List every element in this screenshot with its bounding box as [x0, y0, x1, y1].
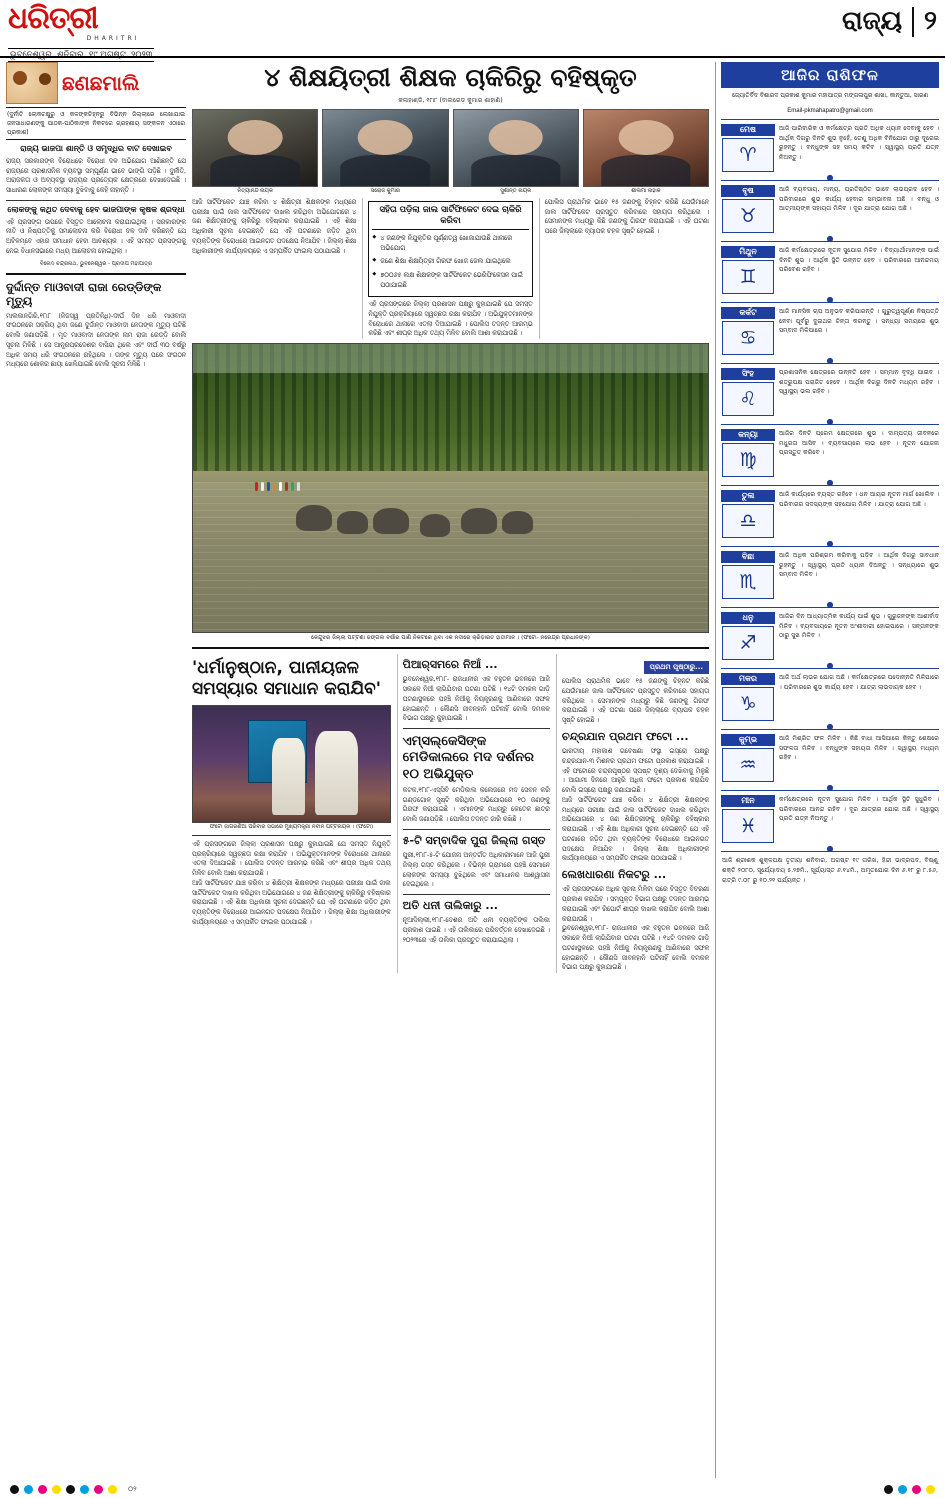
divider — [6, 273, 186, 275]
rashifal-item — [721, 363, 939, 420]
rashifal-sign-name: ମିଥୁନ — [721, 246, 775, 258]
highlight-box-title: ସହିତା ପଡ଼ିଲା ଜାଲ ସାର୍ଟିଫିକେଟ ଦେଇ ଚାକିରି କରିବା — [372, 205, 528, 230]
mugshot-caption: ସୁଶାନ୍ତ ନାୟକ — [500, 187, 532, 194]
bottom2-text: କଟକ,୧୮ା୮-ଏସ୍‌ସିବି ମେଡିକାଲ କଲେଜରେ ମଦ ସେବନ କରି ଗଣ୍ଡଗୋଳ ସୃଷ୍ଟି କରିଥିବା ଅଭିଯୋଗରେ ୧୦ ଜଣଙ୍କୁ ଗିରଫ କରାଯାଇଛି । ଏମାନଙ୍କ ମଧ୍ୟରୁ କେତେକ ଛାତ୍ର ବୋଲି ଜଣାପଡ଼ିଛି । ପୋଲିସ ତଦନ୍ତ ଜାରି ରଖିଛି । — [402, 786, 550, 824]
masthead — [0, 0, 945, 58]
mugshot-photo — [583, 109, 709, 187]
mid2-headline: ଲେଖଧାରଣା ନିକଟରୁ ... — [561, 868, 667, 882]
elephant-river-photo — [192, 343, 709, 633]
left-subhead-2: ଲୋକଙ୍କୁ କଥିତ ଦେବାକୁ ହେବ ଭାଜପାଙ୍କ କୃଷକ ଶ୍ରଦ୍ଧା — [7, 204, 185, 214]
divider — [403, 728, 550, 729]
mugshot-caption: ଶାଲମା ନାହାକ — [631, 187, 661, 194]
left-para-1: ରାଜ୍ୟ ସରକାରଙ୍କ ବିରୋଧରେ ବିରୋଧୀ ଦଳ ଅଭିଯୋଗ ଆଣିଛନ୍ତି ଯେ ରାଜ୍ୟରେ ପ୍ରଶାସନିକ ବ୍ୟବସ୍ଥା ସମ୍ପୂର୍ଣ୍ଣ ଭାବେ ଭାଙ୍ଗି ପଡ଼ିଛି । ଦୁର୍ନୀତି, ଅରାଜକତା ଓ ଅବ୍ୟବସ୍ଥା ରାଜ୍ୟର ପ୍ରତ୍ୟେକ କ୍ଷେତ୍ରରେ ଦେଖାଦେଇଛି । ସାଧାରଣ ଲୋକଙ୍କ ସମସ୍ୟା ବୁଝିବାକୁ କେହି ନାହାନ୍ତି । — [6, 157, 186, 195]
elephant — [373, 508, 409, 534]
zodiac-icon: ♑ — [722, 687, 774, 721]
jump-label: ପ୍ରଥମ ପୃଷ୍ଠାରୁ... — [644, 661, 709, 674]
rashifal-item — [721, 607, 939, 664]
center-col-1: ଆଜି ସାର୍ଟିଫିକେଟ ଯାଞ୍ଚ କରିବା ୪ ଶିକ୍ଷିତ୍ରୀ ଶିକ୍ଷକଙ୍କ ମଧ୍ୟରେ ପରୀକ୍ଷା ପାଇଁ ଜାଲ ସାର୍ଟିଫିକେଟ ଦାଖଲ କରିଥିବା ଅଭିଯୋଗରେ ୪ ଜଣ ଶିକ୍ଷିତ୍ରୀଙ୍କୁ ଚାକିରିରୁ ବହିଷ୍କାର କରାଯାଇଛି । ଏହି ଶିକ୍ଷା ଅଧିକାରୀ ସୂଚନା ଦେଇଛନ୍ତି ଯେ ଏହି ଘଟଣାରେ ଜଡ଼ିତ ଥିବା ବ୍ୟକ୍ତିଙ୍କ ବିରୋଧରେ ଆଇନଗତ ପଦକ୍ଷେପ ନିଆଯିବ । ଜିଲ୍ଲା ଶିକ୍ଷା ଅଧିକାରୀଙ୍କ କାର୍ଯ୍ୟାଳୟରେ ଏ ସମ୍ପର୍କିତ ଫାଇଲ ପଠାଯାଇଛି । — [192, 198, 357, 255]
zodiac-icon: ♒ — [722, 748, 774, 782]
dot-separator: ● — [826, 478, 834, 488]
center-col-3: ପୋଲିସ ପ୍ରାଥମିକ ଭାବେ ୧୫ ଜଣଙ୍କୁ ଚିହ୍ନଟ କରିଛି ଯେଉଁମାନେ ଜାଲ ସାର୍ଟିଫିକେଟ ପ୍ରସ୍ତୁତ କରିବାରେ ସହାୟତା କରିଥିଲେ । ସେମାନଙ୍କ ମଧ୍ୟରୁ କିଛି ଜଣଙ୍କୁ ଗିରଫ କରାଯାଇଛି । ଏହି ଘଟଣା ପରେ ଜିଲ୍ଲାରେ ବ୍ୟାପକ ଚହଳ ସୃଷ୍ଟି ହୋଇଛି । — [544, 198, 709, 235]
zodiac-icon: ♐ — [722, 626, 774, 660]
panchang-footer: ଆଜି ଶ୍ରୀଶକ ଶୁକ୍ଳପକ୍ଷ ତୃତୀୟା ଶନିବାର, ଅଗଷ୍ଟ ୧୯ ତାରିଖ, ହିନ୍ଦୀ ଭାଦ୍ରପଦ, ବିଷ୍ଣୁ ଶକ୍ତି ୨୦୮୦, ସୂର୍ଯ୍ୟୋଦୟ ୫.୨୭ମି., ସୂର୍ଯ୍ୟାସ୍ତ ୬.୧୪ମି., ଅମୃତଯୋଗ ଦିନ ୬.୧୮ ରୁ ୮.୫୬, ରାତ୍ରି ୯.୦୮ ରୁ ୧୦.୨୧ ପର୍ଯ୍ୟନ୍ତ । — [721, 851, 939, 890]
dot-separator: ● — [826, 234, 834, 244]
rashifal-item — [721, 302, 939, 359]
zodiac-icon: ♊ — [722, 260, 774, 294]
zodiac-icon: ♋ — [722, 321, 774, 355]
left-column — [6, 62, 186, 1478]
rashifal-sign-text: ଆଜି ଅଧିକ ପରିଶ୍ରମ କରିବାକୁ ପଡ଼ିବ । ଆର୍ଥିକ ଦିଗରୁ ସାବଧାନ ରୁହନ୍ତୁ । ସ୍ୱାସ୍ଥ୍ୟ ପ୍ରତି ଧ୍ୟାନ ଦିଅନ୍ତୁ । ସନ୍ଧ୍ୟାରେ ଶୁଭ ସମ୍ବାଦ ମିଳିବ । — [779, 552, 939, 579]
rashifal-sign-text: ଆଜି ମାନସିକ ଚାପ ଅନୁଭବ କରିପାରନ୍ତି । ଗୁରୁତ୍ୱପୂର୍ଣ୍ଣ ନିଷ୍ପତ୍ତି ନେବା ପୂର୍ବରୁ ଦୁଇଥର ଚିନ୍ତା କରନ୍ତୁ । ସନ୍ଧ୍ୟା ସମୟରେ ଶୁଭ ସମ୍ବାଦ ମିଳିପାରେ । — [779, 308, 939, 335]
zodiac-icon: ♌ — [722, 382, 774, 416]
dot-separator: ● — [826, 356, 834, 366]
bottom-headline: 'ଧର୍ମାନୁଷ୍ଠାନ, ପାନୀୟଜଳ ସମସ୍ୟାର ସମାଧାନ କରାଯିବ' — [192, 658, 381, 700]
rashifal-item — [721, 668, 939, 725]
mid2-text: ଏହି ପ୍ରସଙ୍ଗରେ ଅଧିକ ସୂଚନା ମିଳିବା ପରେ ବିସ୍ତୃତ ବିବରଣୀ ପ୍ରକାଶ କରାଯିବ । ସମ୍ପୃକ୍ତ ବିଭାଗ ପକ୍ଷରୁ ତଦନ୍ତ ଆରମ୍ଭ କରାଯାଇଛି ଏବଂ ରିପୋର୍ଟ ଶୀଘ୍ର ଦାଖଲ କରାଯିବ ବୋଲି ଆଶା କରାଯାଉଛି । — [561, 886, 710, 923]
dot-separator: ● — [826, 173, 834, 183]
rashifal-sign — [721, 673, 775, 721]
mugshot-caption: ସରୋଜ କୁମାର — [370, 187, 401, 194]
zodiac-icon: ♍ — [722, 443, 774, 477]
rashifal-sign-text: ଆଜି ବ୍ୟବସାୟ, ମାନ୍ୟ, ପ୍ରତିଷ୍ଠିତ ଭାବେ ଲାଭପ୍ରଦ ହେବ । ପରିବାରରେ ଶୁଭ କାର୍ଯ୍ୟ ହେବାର ସମ୍ଭାବନା ଅଛି । ବନ୍ଧୁ ଓ ଆତ୍ମୀୟଙ୍କ ସହାୟତା ମିଳିବ । ଦୂର ଯାତ୍ରା ଯୋଗ ଅଛି । — [779, 186, 939, 213]
rashifal-sign-text: ଆଜି ଅର୍ଥ ଲାଭର ଯୋଗ ଅଛି । କର୍ମକ୍ଷେତ୍ରରେ ପଦୋନ୍ନତି ମିଳିପାରେ । ପରିବାରରେ ଶୁଭ କାର୍ଯ୍ୟ ହେବ । ଯାତ୍ରା ଲାଭଦାୟକ ହେବ । — [779, 674, 939, 691]
rashifal-sign-text: ଆଜି ମିଶ୍ରିତ ଫଳ ମିଳିବ । କିଛି ବାଧା ଆସିପାରେ କିନ୍ତୁ ଶେଷରେ ସଫଳତା ମିଳିବ । ବନ୍ଧୁଙ୍କ ସହାୟତା ମିଳିବ । ସ୍ୱାସ୍ଥ୍ୟ ମଧ୍ୟମ ରହିବ । — [779, 735, 939, 762]
rashifal-credit: ଜ୍ୟୋତିର୍ବିଦ ବିଶାରଦ ପ୍ରକାଶ କୁମାର ମହାପାତ୍ର ମଙ୍ଗଳାପୁର ଶାଖା, କାନ୍ତୁଆ, ସାରଣ — [731, 92, 929, 99]
rashifal-sign — [721, 795, 775, 843]
elephant — [502, 511, 533, 534]
byline: କଳାହାଣ୍ଡି, ୧୮ା୮ (ବାଲରେଡ଼ କୁମାର ଶାହାଣି) — [398, 96, 503, 104]
section-header — [842, 6, 937, 37]
chhai-brand — [6, 62, 186, 104]
rashifal-item — [721, 119, 939, 176]
zodiac-icon: ♈ — [722, 138, 774, 172]
mid1-text: ଭାରତୀୟ ମହାକାଶ ଗବେଷଣା ସଂସ୍ଥା ଇସ୍ରୋ ପକ୍ଷରୁ ଚନ୍ଦ୍ରଯାନ-୩ ମିଶନର ପ୍ରଥମ ଫଟୋ ପ୍ରକାଶ କରାଯାଇଛି । ଏହି ଫଟୋରେ ଚନ୍ଦ୍ରପୃଷ୍ଠର ସ୍ପଷ୍ଟ ଦୃଶ୍ୟ ଦେଖିବାକୁ ମିଳୁଛି । ଆଗାମୀ ଦିନରେ ଆହୁରି ଅଧିକ ଫଟୋ ପ୍ରକାଶ କରାଯିବ ବୋଲି ଇସ୍ରୋ ପକ୍ଷରୁ ଜଣାଯାଇଛି । — [561, 748, 710, 795]
rashifal-sign — [721, 185, 775, 233]
rashifal-sign-text: ଆଜି କାର୍ଯ୍ୟରେ ବ୍ୟସ୍ତ ରହିବେ । ଧନ ଆୟର ନୂତନ ମାର୍ଗ ଖୋଲିବ । ପରିବାରର ସଦସ୍ୟଙ୍କ ସହଯୋଗ ମିଳିବ । ଯାତ୍ରା ଯୋଗ ଅଛି । — [779, 491, 939, 508]
bottom3-text: ପୁରୀ,୧୮ା୮-୫-ଟି ଯୋଜନା ଅନ୍ତର୍ଗତ ଅଧିକାରୀମାନେ ଆଜି ପୁରୀ ଜିଲ୍ଲା ଗସ୍ତ କରିଥିଲେ । ବିଭିନ୍ନ ଗ୍ରାମରେ ପହଞ୍ଚି ସେମାନେ ଲୋକଙ୍କ ସମସ୍ୟା ବୁଝିଥିଲେ ଏବଂ ସମାଧାନର ଆଶ୍ୱାସନା ଦେଇଥିଲେ । — [402, 852, 550, 889]
mid2-text-cont: ଭୁବନେଶ୍ୱର,୧୮ା୮- ରାଜଧାନୀର ଏକ ବହୁତଳ ଭବନରେ ଆଜି ସକାଳେ ନିଆଁ ଲାଗିଯିବାର ଘଟଣା ଘଟିଛି । ୧୪ଟି ଦମକଳ ଗାଡ଼ି ଘଟଣାସ୍ଥଳରେ ପହଞ୍ଚି ନିଆଁକୁ ନିୟନ୍ତ୍ରଣକୁ ଆଣିବାରେ ସଫଳ ହୋଇଛନ୍ତି । କୌଣସି ଜୀବନହାନି ଘଟିନାହିଁ ବୋଲି ଦମକଳ ବିଭାଗ ପକ୍ଷରୁ କୁହାଯାଇଛି । — [561, 925, 710, 972]
rashifal-item — [721, 485, 939, 542]
person-figure — [315, 731, 358, 815]
rashifal-email: Email-pkmahapatro@gmail.com — [787, 107, 873, 114]
highlight-bullets — [372, 233, 528, 290]
rashifal-sign-text: ଆଜିର ଦିନଟି ପ୍ରେମ କ୍ଷେତ୍ରରେ ଶୁଭ । ଦାମ୍ପତ୍ୟ ଜୀବନରେ ମଧୁରତା ଆସିବ । ବ୍ୟବସାୟରେ ଲାଭ ହେବ । ନୂତନ ଯୋଜନା ପ୍ରସ୍ତୁତ କରିବେ । — [779, 430, 939, 457]
story-columns — [192, 198, 709, 339]
rashifal-sign-name: କର୍କଟ — [721, 307, 775, 319]
logo-subtitle: DHARITRI — [86, 35, 140, 42]
mid1-text-cont: ଆଜି ସାର୍ଟିଫିକେଟ ଯାଞ୍ଚ କରିବା ୪ ଶିକ୍ଷିତ୍ରୀ ଶିକ୍ଷକଙ୍କ ମଧ୍ୟରେ ପରୀକ୍ଷା ପାଇଁ ଜାଲ ସାର୍ଟିଫିକେଟ ଦାଖଲ କରିଥିବା ଅଭିଯୋଗରେ ୪ ଜଣ ଶିକ୍ଷିତ୍ରୀଙ୍କୁ ଚାକିରିରୁ ବହିଷ୍କାର କରାଯାଇଛି । ଏହି ଶିକ୍ଷା ଅଧିକାରୀ ସୂଚନା ଦେଇଛନ୍ତି ଯେ ଏହି ଘଟଣାରେ ଜଡ଼ିତ ଥିବା ବ୍ୟକ୍ତିଙ୍କ ବିରୋଧରେ ଆଇନଗତ ପଦକ୍ଷେପ ନିଆଯିବ । ଜିଲ୍ଲା ଶିକ୍ଷା ଅଧିକାରୀଙ୍କ କାର୍ଯ୍ୟାଳୟରେ ଏ ସମ୍ପର୍କିତ ଫାଇଲ ପଠାଯାଇଛି । — [561, 796, 710, 863]
registration-colorbar — [0, 1485, 945, 1494]
dot-separator: ● — [826, 539, 834, 549]
rashifal-item — [721, 729, 939, 786]
elephant — [337, 511, 368, 534]
mugshot-row — [192, 109, 709, 195]
logo — [8, 1, 218, 62]
rashifal-sign-text: ପ୍ରଶାସନିକ କ୍ଷେତ୍ରରେ ଉନ୍ନତି ହେବ । ସମ୍ମାନ ବୃଦ୍ଧି ପାଇବ । ଶତ୍ରୁପକ୍ଷ ପରାଜିତ ହେବେ । ଆର୍ଥିକ ଦିଗରୁ ଦିନଟି ମଧ୍ୟମ ରହିବ । ସ୍ୱାସ୍ଥ୍ୟ ଭଲ ରହିବ । — [779, 369, 939, 396]
mugshot-photo — [453, 109, 579, 187]
left-para-2: ଏହି ପ୍ରସଙ୍ଗ ଉପରେ ବିସ୍ତୃତ ଆଲୋଚନା କରାଯାଇଥିଲା । ସରକାରଙ୍କ ନୀତି ଓ ନିଷ୍ପତ୍ତିକୁ ସମାଲୋଚନା କରି ବିରୋଧୀ ଦଳ ଦାବି କରିଛନ୍ତି ଯେ ଅବିଳମ୍ବେ ଏହାର ସମାଧାନ ହେବା ଆବଶ୍ୟକ । ଏହି ସମସ୍ତ ପ୍ରସଙ୍ଗକୁ ନେଇ ବିଧାନସଭାରେ ମଧ୍ୟ ଆଲୋଚନା ହୋଇଥିଲା । — [6, 218, 186, 255]
left-subhead-1: ରାଜ୍ୟ ଭାଜପା ଶାନ୍ତି ଓ ସମୃଦ୍ଧିର ବାଟ ଦେଖାଇବ — [20, 144, 172, 153]
divider — [192, 835, 391, 836]
rashifal-sign-name: କୁମ୍ଭ — [721, 734, 775, 746]
rashifal-sign — [721, 124, 775, 172]
bottom-section — [192, 654, 709, 973]
rashifal-sign — [721, 490, 775, 538]
rashifal-sign — [721, 429, 775, 477]
rashifal-sign-name: ମକର — [721, 673, 775, 685]
rashifal-item — [721, 546, 939, 603]
rashifal-column — [715, 62, 939, 1478]
center-col-2: ଏହି ପ୍ରସଙ୍ଗରେ ଜିଲ୍ଲା ପ୍ରଶାସନ ପକ୍ଷରୁ କୁହାଯାଇଛି ଯେ ସମସ୍ତ ନିଯୁକ୍ତି ପ୍ରକ୍ରିୟାରେ ସ୍ୱଚ୍ଛତା ରକ୍ଷା କରାଯିବ । ଅଭିଯୁକ୍ତମାନଙ୍କ ବିରୋଧରେ ଥାନାରେ ଏତଲା ଦିଆଯାଇଛି । ପୋଲିସ ତଦନ୍ତ ଆରମ୍ଭ କରିଛି ଏବଂ ଶୀଘ୍ର ଅଧିକ ତଥ୍ୟ ମିଳିବ ବୋଲି ଆଶା କରାଯାଉଛି । — [368, 301, 533, 338]
logo-title: ଧରିତ୍ରୀ — [8, 1, 98, 36]
left-para-3: ମାଲକାନଗିରି,୧୮ା୮ (ନିଜସ୍ୱ ପ୍ରତିନିଧି)-ଦୀର୍ଘ ଦିନ ଧରି ମାଓବାଦୀ ସଂଗଠନରେ ସକ୍ରିୟ ଥିବା ଜଣେ ଦୁର୍ଦ୍ଦାନ୍ତ ମାଓବାଦୀ ନେତାଙ୍କ ମୃତ୍ୟୁ ଘଟିଛି ବୋଲି ଜଣାପଡ଼ିଛି । ମୃତ ମାଓବାଦୀ ନେତାଙ୍କ ନାମ ରାଜା ରେଡ୍ଡି ବୋଲି ସୂଚନା ମିଳିଛି । ସେ ଆନ୍ଧ୍ରପ୍ରଦେଶର ବାସିନ୍ଦା ଥିଲେ ଏବଂ ଦୀର୍ଘ ୩୦ ବର୍ଷରୁ ଅଧିକ ସମୟ ଧରି ସଂଗଠନରେ ରହିଥିଲେ । ତାଙ୍କ ମୃତ୍ୟୁ ପରେ ସଂଗଠନ ମଧ୍ୟରେ ଶୋକର ଛାୟା ଖେଳିଯାଇଛି ବୋଲି ସୂଚନା ମିଳିଛି । — [6, 312, 186, 369]
elephant — [461, 508, 497, 534]
mid1-headline: ଚନ୍ଦ୍ରଯାନ ପ୍ରଥମ ଫଟୋ ... — [561, 729, 689, 743]
section-divider — [912, 7, 914, 37]
chhai-title: ଛଣଛମାଲି — [62, 71, 140, 95]
chhai-strapline: (ଦୁର୍ନୀତି ଲୋକଚକ୍ଷୁରୁ ଓ କଳଙ୍କଚିହ୍ନରୁ ବିଭିନ୍ନ ଜିଲ୍ଲାରେ ଲେଖାଯାଇ ଜନସାଧାରଣଙ୍କୁ ପାଠକ-ପାଠିକାଙ୍କ ନିକଟରେ ଗ୍ରହଣୀୟ ସଙ୍କଳନ ଏଠାରେ ପ୍ରକାଶ) — [6, 107, 186, 140]
colorbar-page-label: ୦୨ — [128, 1485, 137, 1493]
dot-separator: ● — [826, 295, 834, 305]
rashifal-sign — [721, 734, 775, 782]
list-item: ◆ ଜଣେ ଶିକ୍ଷା ଶିକ୍ଷୟିତ୍ରୀ ଗିରଫ ଖୋଜ ଜେଲ ଯାଇଥିଲେ — [372, 256, 528, 266]
mugshot-caption: ନିତ୍ୟାନନ୍ଦ ନାୟକ — [237, 187, 273, 194]
bottom2-headline: ଏମ୍ସଲ୍‌କେସିଙ୍କ ମେଡିକାଲରେ ମଦ ଦର୍ଶନର ୧୦ ଅଭିଯୁକ୍ତ — [402, 734, 534, 782]
dateline: ଭୁବନେଶ୍ୱର, ଶନିବାର, ୧୯ ଅଗଷ୍ଟ, ୨୦୨୩ — [10, 50, 153, 60]
dot-separator: ● — [826, 844, 834, 854]
bottom1-text: ଭୁବନେଶ୍ୱର,୧୮ା୮- ରାଜଧାନୀର ଏକ ବହୁତଳ ଭବନରେ ଆଜି ସକାଳେ ନିଆଁ ଲାଗିଯିବାର ଘଟଣା ଘଟିଛି । ୧୪ଟି ଦମକଳ ଗାଡ଼ି ଘଟଣାସ୍ଥଳରେ ପହଞ୍ଚି ନିଆଁକୁ ନିୟନ୍ତ୍ରଣକୁ ଆଣିବାରେ ସଫଳ ହୋଇଛନ୍ତି । କୌଣସି ଜୀବନହାନି ଘଟିନାହିଁ ବୋଲି ଦମକଳ ବିଭାଗ ପକ୍ଷରୁ କୁହାଯାଇଛି । — [402, 676, 550, 723]
rashifal-sign-name: ବିଛା — [721, 551, 775, 563]
zodiac-icon: ♎ — [722, 504, 774, 538]
rashifal-item — [721, 424, 939, 481]
jump-text-1: ପୋଲିସ ପ୍ରାଥମିକ ଭାବେ ୧୫ ଜଣଙ୍କୁ ଚିହ୍ନଟ କରିଛି ଯେଉଁମାନେ ଜାଲ ସାର୍ଟିଫିକେଟ ପ୍ରସ୍ତୁତ କରିବାରେ ସହାୟତା କରିଥିଲେ । ସେମାନଙ୍କ ମଧ୍ୟରୁ କିଛି ଜଣଙ୍କୁ ଗିରଫ କରାଯାଇଛି । ଏହି ଘଟଣା ପରେ ଜିଲ୍ଲାରେ ବ୍ୟାପକ ଚହଳ ସୃଷ୍ଟି ହୋଇଛି । — [561, 678, 710, 725]
rashifal-sign-name: କନ୍ୟା — [721, 429, 775, 441]
elephant — [420, 514, 451, 537]
rashifal-sign — [721, 551, 775, 599]
bottom4-text: ନୂଆଦିଲ୍ଲୀ,୧୮ା୮-ଦେଶର ଅତି ଧନୀ ବ୍ୟକ୍ତିଙ୍କ ତାଲିକା ପ୍ରକାଶ ପାଇଛି । ଏହି ତାଲିକାରେ ପରିବର୍ତ୍ତନ ଦେଖାଦେଇଛି । ୨୦୨୩ରେ ଏହି ତାଲିକା ପ୍ରସ୍ତୁତ କରାଯାଇଥିଲା । — [402, 917, 550, 944]
rashifal-sign-name: ତୁଳା — [721, 490, 775, 502]
cartoon-icon — [6, 62, 58, 104]
page-body — [0, 58, 945, 1478]
dot-separator: ● — [826, 417, 834, 427]
dot-separator: ● — [826, 722, 834, 732]
left-headline-2: ଦୁର୍ଦ୍ଦାନ୍ତ ମାଓବାଦୀ ରାଜା ରେଡ୍ଡିଙ୍କ ମୃତ୍ୟୁ — [6, 279, 162, 309]
rashifal-sign-name: ସିଂହ — [721, 368, 775, 380]
people-group — [255, 482, 300, 491]
rashifal-sign — [721, 368, 775, 416]
sky-band — [193, 344, 708, 373]
rashifal-sign-name: ମେଷ — [721, 124, 775, 136]
zodiac-icon: ♉ — [722, 199, 774, 233]
bottom-para-1: ଏହି ପ୍ରସଙ୍ଗରେ ଜିଲ୍ଲା ପ୍ରଶାସନ ପକ୍ଷରୁ କୁହାଯାଇଛି ଯେ ସମସ୍ତ ନିଯୁକ୍ତି ପ୍ରକ୍ରିୟାରେ ସ୍ୱଚ୍ଛତା ରକ୍ଷା କରାଯିବ । ଅଭିଯୁକ୍ତମାନଙ୍କ ବିରୋଧରେ ଥାନାରେ ଏତଲା ଦିଆଯାଇଛି । ପୋଲିସ ତଦନ୍ତ ଆରମ୍ଭ କରିଛି ଏବଂ ଶୀଘ୍ର ଅଧିକ ତଥ୍ୟ ମିଳିବ ବୋଲି ଆଶା କରାଯାଉଛି । — [192, 840, 391, 878]
left-credit: ବିନୋଦ ଚନ୍ଦ୍ରନାଥ, ଭୁବନେଶ୍ୱର - ପ୍ରଦୀପ ମହାପାତ୍ର — [39, 260, 153, 267]
rashifal-sign-name: ଧନୁ — [721, 612, 775, 624]
rashifal-sign-text: ଆଜି କର୍ମକ୍ଷେତ୍ରରେ ନୂତନ ସୁଯୋଗ ମିଳିବ । ବିଦ୍ୟାର୍ଥୀମାନଙ୍କ ପାଇଁ ଦିନଟି ଶୁଭ । ଆର୍ଥିକ ସ୍ଥିତି ଉନ୍ନତ ହେବ । ପରିବାରରେ ଆନନ୍ଦମୟ ପରିବେଶ ରହିବ । — [779, 247, 939, 274]
mugshot-photo — [192, 109, 318, 187]
rashifal-sign-text: କର୍ମକ୍ଷେତ୍ରରେ ନୂତନ ସୁଯୋଗ ମିଳିବ । ଆର୍ଥିକ ସ୍ଥିତି ସୁଧୁରିବ । ପରିବାରରେ ଆନନ୍ଦ ରହିବ । ଦୂର ଯାତ୍ରାର ଯୋଗ ଅଛି । ସ୍ୱାସ୍ଥ୍ୟ ପ୍ରତି ଯତ୍ନ ନିଅନ୍ତୁ । — [779, 796, 939, 823]
elephant — [296, 505, 332, 531]
zodiac-icon: ♓ — [722, 809, 774, 843]
divider — [403, 829, 550, 830]
dot-separator: ● — [826, 661, 834, 671]
divider — [6, 200, 186, 201]
page-number: ୨ — [924, 6, 937, 36]
list-item: ◆ ୭୦୦୬୫ ଲକ୍ଷ ଶିକ୍ଷକଙ୍କ ସାର୍ଟିଫିକେଟ ଭେରିଫିକେସନ ପାଇଁ ପଠାଯାଇଛି — [372, 270, 528, 291]
dot-separator: ● — [826, 600, 834, 610]
stage-photo — [192, 705, 391, 823]
zodiac-icon: ♏ — [722, 565, 774, 599]
rashifal-sign-name: ବୃଷ — [721, 185, 775, 197]
photo-caption: କେନ୍ଦୁଝର ଜିଲ୍ଲା ପଟ୍ଟଣା ଜଙ୍ଗଲ ବର୍ଷାର ପାଣି ନିକଟରେ ଥିବା ଏକ ନଦୀରେ କ୍ରିଡ଼ାରତ ହାତୀମାନ । (ଫଟୋ- ନରେନ୍ଦ୍ର ପ୍ରଧାନଙ୍କ) — [311, 635, 590, 642]
highlight-box — [368, 201, 532, 297]
dot-separator: ● — [826, 783, 834, 793]
rashifal-sign-text: ଆଜିର ଦିନ ଆଧ୍ୟାତ୍ମିକ କାର୍ଯ୍ୟ ପାଇଁ ଶୁଭ । ଗୁରୁଜନଙ୍କ ଆଶୀର୍ବାଦ ମିଳିବ । ବ୍ୟବସାୟରେ ନୂତନ ଅଂଶୀଦାରୀ ହୋଇପାରେ । ସନ୍ତାନଙ୍କ ଠାରୁ ସୁଖ ମିଳିବ । — [779, 613, 939, 640]
list-item: ◆ ୪ ଜଣଙ୍କ ନିଯୁକ୍ତିର ପୂର୍ଣ୍ଣତ୍ୱ ଖୋଜାଯାଉଛି ଥାନାରେ ଅଭିଯୋଗ — [372, 233, 528, 254]
bottom4-headline: ଅତି ଧନୀ ତାଲିକାରୁ ... — [402, 899, 498, 913]
rashifal-item — [721, 241, 939, 298]
main-headline: ୪ ଶିକ୍ଷୟିତ୍ରୀ ଶିକ୍ଷକ ଚାକିରିରୁ ବହିଷ୍କୃତ — [264, 63, 637, 92]
bottom1-headline: ପିଆର୍‌ସମରେ ନିଆଁ ... — [402, 658, 498, 672]
rashifal-sign — [721, 612, 775, 660]
rashifal-sign — [721, 246, 775, 294]
rashifal-sign — [721, 307, 775, 355]
rashifal-item — [721, 790, 939, 847]
bottom-para-1b: ଆଜି ସାର୍ଟିଫିକେଟ ଯାଞ୍ଚ କରିବା ୪ ଶିକ୍ଷିତ୍ରୀ ଶିକ୍ଷକଙ୍କ ମଧ୍ୟରେ ପରୀକ୍ଷା ପାଇଁ ଜାଲ ସାର୍ଟିଫିକେଟ ଦାଖଲ କରିଥିବା ଅଭିଯୋଗରେ ୪ ଜଣ ଶିକ୍ଷିତ୍ରୀଙ୍କୁ ଚାକିରିରୁ ବହିଷ୍କାର କରାଯାଇଛି । ଏହି ଶିକ୍ଷା ଅଧିକାରୀ ସୂଚନା ଦେଇଛନ୍ତି ଯେ ଏହି ଘଟଣାରେ ଜଡ଼ିତ ଥିବା ବ୍ୟକ୍ତିଙ୍କ ବିରୋଧରେ ଆଇନଗତ ପଦକ୍ଷେପ ନିଆଯିବ । ଜିଲ୍ଲା ଶିକ୍ଷା ଅଧିକାରୀଙ୍କ କାର୍ଯ୍ୟାଳୟରେ ଏ ସମ୍ପର୍କିତ ଫାଇଲ ପଠାଯାଇଛି । — [192, 879, 391, 926]
rashifal-item — [721, 180, 939, 237]
rashifal-banner: ଆଜିର ରାଶିଫଳ — [721, 62, 939, 88]
divider — [403, 894, 550, 895]
rashifal-list — [721, 119, 939, 854]
bottom3-headline: ୫-ଟି ସମ୍ବାଦିକ ପୁରା ଜିଲ୍ଲା ଗସ୍ତ — [402, 833, 546, 847]
center-column — [192, 62, 709, 1478]
person-figure — [272, 738, 305, 815]
mugshot-photo — [322, 109, 448, 187]
divider — [192, 647, 709, 649]
water-ripples — [193, 482, 708, 632]
rashifal-sign-text: ଆଜି ପାରିବାରିକ ଓ କର୍ମକ୍ଷେତ୍ର ପ୍ରତି ଅଧିକ ଧ୍ୟାନ ଦେବାକୁ ହେବ । ଆର୍ଥିକ ଦିଗରୁ ଦିନଟି ଶୁଭ ନୁହେଁ, ତେଣୁ ଅଧିକ ବିନିଯୋଗ ଠାରୁ ଦୂରେଇ ରୁହନ୍ତୁ । ବନ୍ଧୁଙ୍କ ସହ ସମୟ କଟିବ । ସ୍ୱାସ୍ଥ୍ୟ ପ୍ରତି ଯତ୍ନ ନିଅନ୍ତୁ । — [779, 125, 939, 162]
rashifal-sign-name: ମୀନ — [721, 795, 775, 807]
section-name: ରାଜ୍ୟ — [841, 6, 903, 36]
stage-photo-caption: ଫଟୋ ଜାଗରଣିଆ ପରିବାର ସଭାରେ ମୁଖ୍ୟମନ୍ତ୍ରୀ ନବୀନ ପଟ୍ଟନାୟକ । (ଫଟୋ) — [209, 823, 374, 830]
